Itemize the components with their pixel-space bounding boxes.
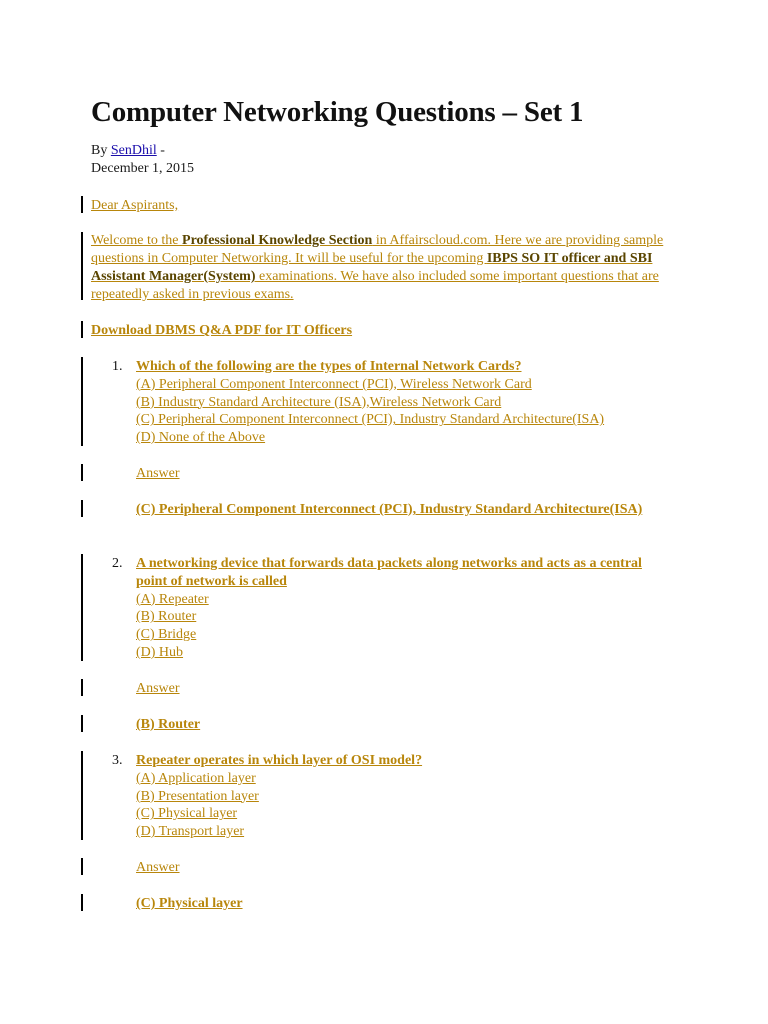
text-cursor-bar [81,196,83,213]
option-d[interactable]: (D) None of the Above [136,430,266,446]
option-a[interactable]: (A) Application layer [136,770,256,786]
byline [91,142,194,178]
question-number: 3. [112,753,123,768]
answer-text[interactable]: (B) Router [136,717,201,732]
text-cursor-bar [81,464,83,481]
question-text[interactable]: Which of the following are the types of Internal Network Cards? [136,359,522,374]
text-cursor-bar [81,554,83,661]
byline-by: By [91,143,108,158]
question-text[interactable]: Repeater operates in which layer of OSI model? [136,753,423,768]
question-block-3 [112,752,676,841]
option-b[interactable]: (B) Presentation layer [136,788,259,804]
page-title: Computer Networking Questions – Set 1 [91,96,584,128]
answer-toggle-link[interactable]: Answer [136,681,180,696]
intro-text-1: Welcome to the [91,233,183,248]
publish-date: December 1, 2015 [91,161,195,176]
option-b[interactable]: (B) Router [136,609,197,625]
byline-dash: - [160,143,165,158]
intro-bold-2: IBPS SO IT officer and SBI Assistant Manager(System) [91,251,653,284]
intro-text-3: examinations. We have also included some important questions that are repeatedly asked in previous exams. [91,269,659,302]
option-b[interactable]: (B) Industry Standard Architecture (ISA),Wireless Network Card [136,394,502,410]
text-cursor-bar [81,679,83,696]
intro-bold-1: Professional Knowledge Section [182,233,373,248]
text-cursor-bar [81,715,83,732]
text-cursor-bar [81,321,83,338]
answer-toggle-link[interactable]: Answer [136,860,180,875]
text-cursor-bar [81,500,83,517]
answer-text[interactable]: (C) Peripheral Component Interconnect (PCI), Industry Standard Architecture(ISA) [136,502,643,517]
option-d[interactable]: (D) Hub [136,644,184,660]
text-cursor-bar [81,232,83,300]
intro-paragraph[interactable] [91,232,671,304]
answer-text[interactable]: (C) Physical layer [136,896,243,911]
download-pdf-link[interactable]: Download DBMS Q&A PDF for IT Officers [91,323,353,338]
greeting-link[interactable]: Dear Aspirants, [91,198,179,213]
question-text[interactable]: A networking device that forwards data packets along networks and acts as a central point of network is called [136,556,642,589]
text-cursor-bar [81,357,83,446]
text-cursor-bar [81,751,83,840]
option-c[interactable]: (C) Physical layer [136,806,238,822]
text-cursor-bar [81,894,83,911]
option-a[interactable]: (A) Peripheral Component Interconnect (PCI), Wireless Network Card [136,376,532,392]
author-link[interactable]: SenDhil [110,143,157,158]
question-number: 2. [112,556,123,571]
option-d[interactable]: (D) Transport layer [136,824,245,840]
option-a[interactable]: (A) Repeater [136,591,209,607]
option-c[interactable]: (C) Peripheral Component Interconnect (PCI), Industry Standard Architecture(ISA) [136,412,605,428]
text-cursor-bar [81,858,83,875]
intro-text-2: in Affairscloud.com. Here we are providing sample questions in Computer Networking. It will be useful for the upcoming [91,233,664,266]
question-block-2 [112,555,646,662]
question-block-1 [112,358,676,447]
question-number: 1. [112,359,123,374]
option-c[interactable]: (C) Bridge [136,627,197,643]
answer-toggle-link[interactable]: Answer [136,466,180,481]
